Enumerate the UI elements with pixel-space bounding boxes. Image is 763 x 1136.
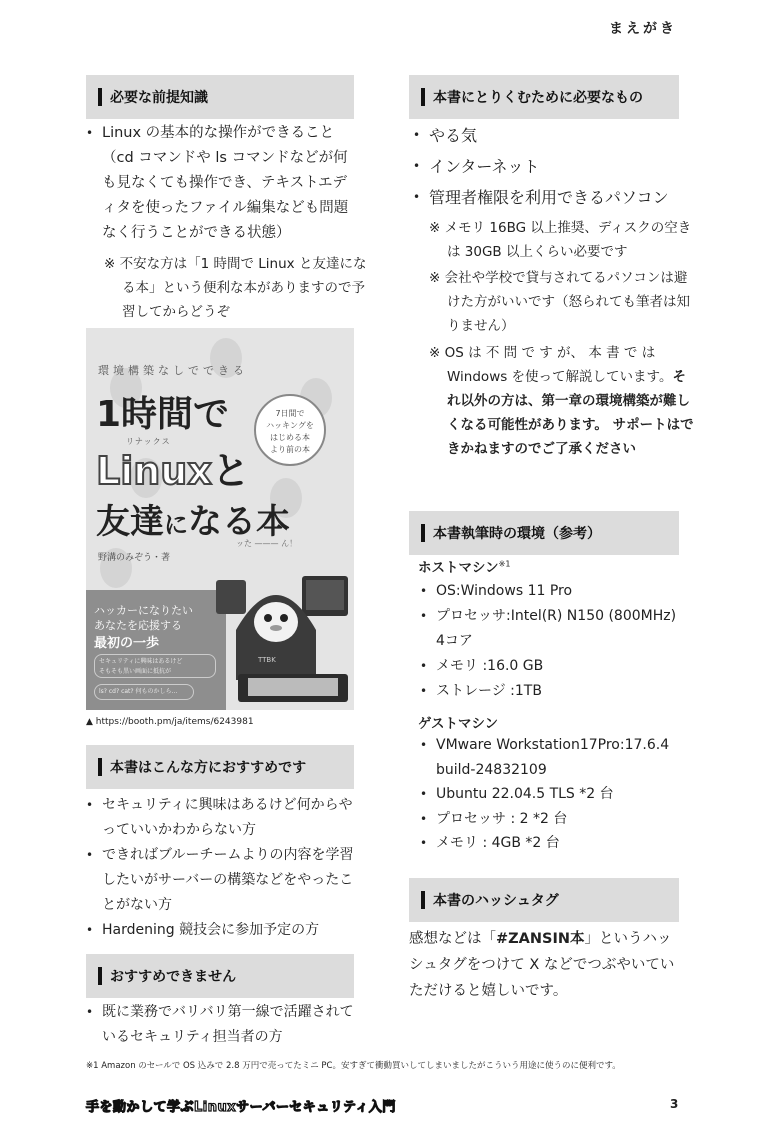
book-tagline: 環境構築なしでできる — [98, 364, 248, 377]
heading-text: 必要な前提知識 — [110, 90, 208, 106]
book-title-line1: 1時間で — [96, 394, 230, 435]
section-heading-not-recommend — [86, 954, 354, 998]
recommend-list — [86, 793, 354, 943]
section-heading-hashtag — [409, 878, 679, 922]
list-item: • 管理者権限を利用できるパソコン — [413, 182, 679, 213]
note-bold-text: それ以外の方は、第一章の環境構築が難しくなる可能性があります。 サポートはできかねますのでご了承ください — [447, 369, 694, 457]
book-panel — [86, 590, 226, 710]
page-number: 3 — [670, 1097, 679, 1111]
book-title-line3 — [96, 494, 290, 543]
needs-note-2: ※ 会社や学校で貸与されてるパソコンは避けた方がいいです（怒られても筆者は知りません） — [429, 270, 690, 334]
badge-text-1: 7日間で — [275, 409, 305, 418]
footnote: ※1 Amazon のセールで OS 込みで 2.8 万円で売ってたミニ PC。安すぎて衝動買いしてしまいましたがこういう用途に使うのに便利です。 — [86, 1061, 621, 1071]
list-item: • メモリ : 4GB *2 台 — [420, 831, 678, 856]
note-plain-text: ※ OS は 不 問 で す が、 本 書 で は Windows を使って解説しています。 — [429, 345, 673, 385]
needs-list — [413, 120, 679, 213]
hashtag-after: 」というハッシュタグをつけて X などでつぶやいていただけると嬉しいです。 — [409, 931, 675, 999]
list-item: • Hardening 競技会に参加予定の方 — [86, 918, 354, 943]
section-heading-prereq — [86, 75, 354, 119]
book-cover-image — [86, 328, 354, 710]
footnote-ref: ※1 — [498, 559, 511, 569]
host-spec-list — [420, 579, 678, 704]
heading-text: 本書はこんな方におすすめです — [110, 760, 307, 776]
book-title-tomodachi: 友達 — [96, 502, 164, 542]
badge-text-4: より前の本 — [270, 445, 310, 454]
hacker-penguin-illustration — [216, 550, 354, 710]
list-item: • Linux の基本的な操作ができること（cd コマンドや ls コマンドなどが何も見なくても操作でき、テキストエディタを使ったファイル編集なども問題なく行うことができる状態） — [86, 121, 356, 246]
list-item: • OS:Windows 11 Pro — [420, 579, 678, 604]
list-item: • やる気 — [413, 120, 679, 151]
hashtag-text: #ZANSIN本 — [496, 931, 585, 947]
needs-note-3 — [429, 341, 699, 461]
heading-text: 本書のハッシュタグ — [433, 893, 559, 909]
list-item: • メモリ :16.0 GB — [420, 654, 678, 679]
list-item: • プロセッサ:Intel(R) N150 (800MHz) 4コア — [420, 604, 678, 654]
list-item: • Ubuntu 22.04.5 TLS *2 台 — [420, 782, 678, 807]
section-heading-env — [409, 511, 679, 555]
prereq-list — [86, 121, 356, 246]
list-item: • プロセッサ : 2 *2 台 — [420, 807, 678, 832]
list-item: • セキュリティに興味はあるけど何からやっていいかわからない方 — [86, 793, 354, 843]
book-title-linux: Linux — [96, 449, 212, 493]
book-author: 野溝のみぞう・著 — [98, 553, 171, 563]
bubble1-text-1: セキュリティに興味はあるけど — [99, 658, 183, 665]
footer-book-title: 手を動かして学ぶLinuxサーバーセキュリティ入門 — [86, 1100, 396, 1115]
list-item: • ストレージ :1TB — [420, 679, 678, 704]
needs-note-1: ※ メモリ 16BG 以上推奨、ディスクの空きは 30GB 以上くらい必要です — [429, 220, 692, 260]
book-title-ruby: リナックス — [126, 437, 171, 446]
book-title-naruhon: なる本 — [188, 502, 290, 542]
list-item: • インターネット — [413, 151, 679, 182]
list-item: • 既に業務でバリバリ第一線で活躍されているセキュリティ担当者の方 — [86, 1000, 354, 1050]
host-label-text: ホストマシン — [418, 560, 499, 576]
guest-machine-label: ゲストマシン — [418, 716, 499, 732]
book-title-to: と — [211, 449, 250, 493]
hashtag-before: 感想などは「 — [409, 931, 496, 947]
book-title-line2 — [96, 440, 250, 495]
image-caption: ▲ https://booth.pm/ja/items/6243981 — [86, 717, 254, 727]
hashtag-paragraph — [409, 926, 681, 1004]
not-recommend-list — [86, 1000, 354, 1050]
host-machine-label — [418, 556, 510, 576]
prereq-note: ※ 不安な方は「1 時間で Linux と友達になる本」という便利な本がありますので予習してからどうぞ — [104, 256, 367, 320]
panel-text-1: ハッカーになりたい — [94, 604, 193, 617]
speech-bubble-1 — [94, 654, 216, 678]
book-badge — [254, 394, 326, 466]
bubble1-text-2: そもそも黒い画面に抵抗が — [99, 668, 172, 675]
section-heading-recommend — [86, 745, 354, 789]
book-title-ni: に — [164, 511, 188, 539]
guest-spec-list — [420, 733, 678, 856]
speech-bubble-2: ls? cd? cat? 何ものかしら… — [94, 684, 194, 700]
heading-text: 本書にとりくむために必要なもの — [433, 90, 643, 106]
panel-text-2: あなたを応援する — [94, 619, 182, 632]
list-item: • できればブルーチームよりの内容を学習したいがサーバーの構築などをやったことがない方 — [86, 843, 354, 918]
section-heading-needs — [409, 75, 679, 119]
heading-text: 本書執筆時の環境（参考） — [433, 526, 601, 542]
book-doodle: ッた ——— ん！ — [236, 539, 298, 548]
heading-text: おすすめできません — [110, 969, 237, 985]
badge-text-2: ハッキングを — [266, 421, 314, 430]
badge-text-3: はじめる本 — [270, 433, 310, 442]
hoodie-text: TTBK — [258, 656, 276, 664]
chapter-title: まえがき — [609, 21, 677, 37]
list-item: • VMware Workstation17Pro:17.6.4 build-24832109 — [420, 733, 678, 782]
panel-text-3: 最初の一歩 — [94, 636, 160, 651]
